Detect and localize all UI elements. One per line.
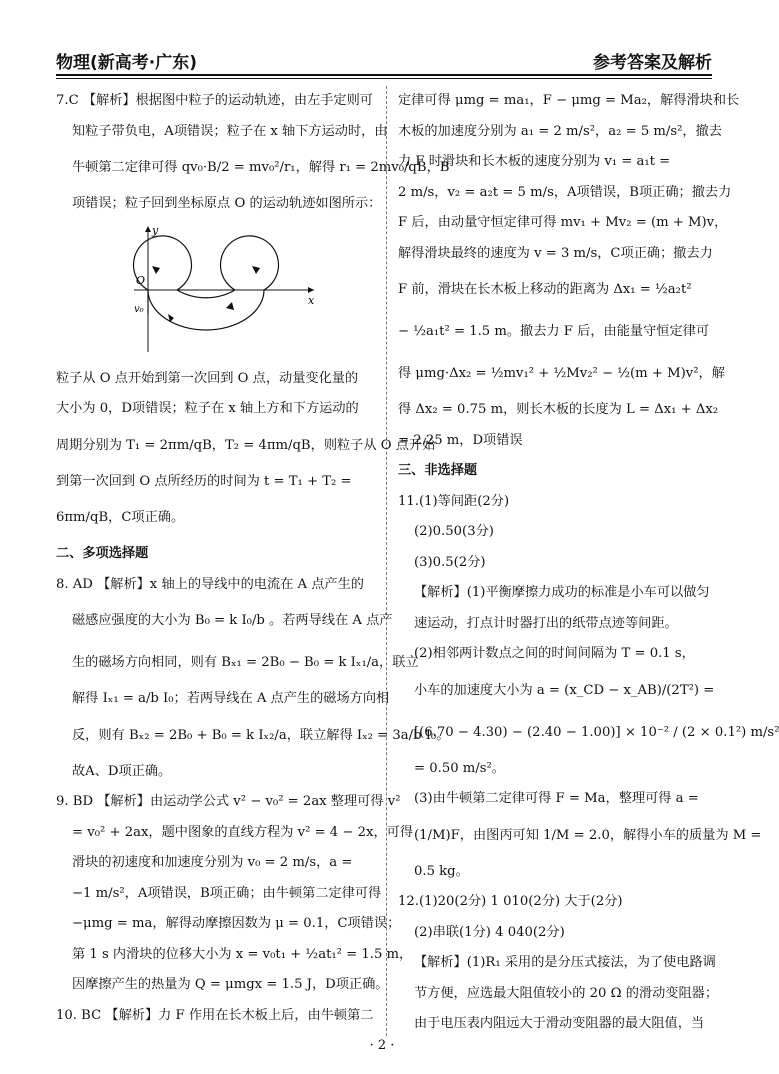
text-line: F 后，由动量守恒定律可得 mv₁ + Mv₂ = (m + M)v， [398,215,728,230]
direction-arrow [252,266,260,274]
text-line: 6πm/qB，C项正确。 [56,510,185,525]
text-line: 木板的加速度分别为 a₁ = 2 m/s²，a₂ = 5 m/s²，撤去 [398,123,722,139]
header-left-title: 物理(新高考·广东) [56,53,197,73]
text-line: 粒子从 O 点开始到第一次回到 O 点，动量变化量的 [56,370,359,386]
trajectory-figure [56,222,378,360]
section-heading: 三、非选择题 [398,463,478,478]
text-line: [(6.70 − 4.30) − (2.40 − 1.00)] × 10⁻² / (2 × 0.1²) m/s² [414,724,779,740]
text-line: 2 m/s，v₂ = a₂t = 5 m/s，A项错误，B项正确；撤去力 [398,184,732,200]
column-divider [386,86,387,1036]
text-line: 定律可得 μmg = ma₁，F − μmg = Ma₂，解得滑块和长 [398,93,740,108]
text-line: 因摩擦产生的热量为 Q = μmgx = 1.5 J，D项正确。 [72,977,389,992]
x-axis-arrow [308,287,314,293]
x-axis-label: x [308,293,315,307]
y-axis-label: y [152,223,159,237]
text-line: 到第一次回到 O 点所经历的时间为 t = T₁ + T₂ = [56,473,352,489]
text-line: −1 m/s²，A项错误，B项正确；由牛顿第二定律可得 [72,885,382,901]
text-line: 9. BD 【解析】由运动学公式 v² − v₀² = 2ax 整理可得 v² [56,794,401,809]
text-line: 大小为 0，D项错误；粒子在 x 轴上方和下方运动的 [56,401,359,416]
text-line: (1/M)F，由图丙可知 1/M = 2.0，解得小车的质量为 M = [414,827,762,843]
text-line: 8. AD 【解析】x 轴上的导线中的电流在 A 点产生的 [56,576,364,592]
text-line: − ½a₁t² = 1.5 m。撤去力 F 后，由能量守恒定律可 [398,324,710,339]
text-line: 第 1 s 内滑块的位移大小为 x = v₀t₁ + ½at₁² = 1.5 m， [72,946,413,962]
text-line: 11.(1)等间距(2分) [398,493,510,509]
header-rule-thin [56,78,712,79]
text-line: 【解析】(1)平衡摩擦力成功的标准是小车可以做匀 [414,585,710,600]
text-line: 得 μmg·Δx₂ = ½mv₁² + ½Mv₂² − ½(m + M)v²，解 [398,366,725,381]
header-right-title: 参考答案及解析 [593,53,712,73]
text-line: 磁感应强度的大小为 B₀ = k I₀/b 。若两导线在 A 点产 [72,613,393,628]
text-line: F 前，滑块在长木板上移动的距离为 Δx₁ = ½a₂t² [398,282,692,297]
text-line: 10. BC 【解析】力 F 作用在长木板上后，由牛顿第二 [56,1007,374,1023]
direction-arrow [152,266,160,274]
section-heading: 二、多项选择题 [56,546,149,561]
text-line: 速运动，打点计时器打出的纸带点迹等间距。 [414,615,678,631]
text-line: 解得 Iₓ₁ = a/b I₀；若两导线在 A 点产生的磁场方向相 [72,691,390,706]
text-line: 力 F 时滑块和长木板的速度分别为 v₁ = a₁t = [398,154,671,169]
text-line: 解得滑块最终的速度为 v = 3 m/s，C项正确；撤去力 [398,245,713,261]
text-line: (2)串联(1分) 4 040(2分) [414,924,565,940]
origin-label: O [136,273,146,287]
text-line: 小车的加速度大小为 a = (x_CD − x_AB)/(2T²) = [414,682,715,698]
text-line: 得 Δx₂ = 0.75 m，则长木板的长度为 L = Δx₁ + Δx₂ [398,402,719,417]
direction-arrow [226,302,234,310]
text-line: 周期分别为 T₁ = 2πm/qB，T₂ = 4πm/qB，则粒子从 O 点开始 [56,437,436,453]
text-line: 0.5 kg。 [414,863,469,879]
text-line: 生的磁场方向相同，则有 Bₓ₁ = 2B₀ − B₀ = k Iₓ₁/a，联立 [72,655,419,670]
upper-arc-right [221,235,279,289]
text-line: (2)0.50(3分) [414,524,494,539]
text-line: 滑块的初速度和加速度分别为 v₀ = 2 m/s，a = [72,855,353,870]
text-line: = 2.25 m，D项错误 [398,432,523,448]
text-line: 项错误；粒子回到坐标原点 O 的运动轨迹如图所示： [72,196,382,211]
text-line: (3)0.5(2分) [414,554,486,570]
text-line: 反，则有 Bₓ₂ = 2B₀ + B₀ = k Iₓ₂/a，联立解得 Iₓ₂ = 3a/b I₀。 [72,727,450,743]
text-line: 7.C 【解析】根据图中粒子的运动轨迹，由左手定则可 [56,93,373,108]
text-line: 【解析】(1)R₁ 采用的是分压式接法，为了使电路调 [414,955,716,970]
text-line: 牛顿第二定律可得 qv₀·B/2 = mv₀²/r₁，解得 r₁ = 2mv₀/qB，B [72,160,450,175]
text-line: 故A、D项正确。 [72,763,172,779]
page-header [56,44,712,74]
page-number: · 2 · [369,1038,395,1053]
lower-arc [177,290,235,298]
text-line: (2)相邻两计数点之间的时间间隔为 T = 0.1 s， [414,646,695,661]
text-line: (3)由牛顿第二定律可得 F = Ma，整理可得 a = [414,791,699,806]
text-line: = v₀² + 2ax，题中图象的直线方程为 v² = 4 − 2x，可得 [72,824,414,840]
right-column [398,86,779,1040]
trajectory-svg [56,222,378,360]
text-line: −μmg = ma，解得动摩擦因数为 μ = 0.1，C项错误； [72,916,401,931]
text-line: 12.(1)20(2分) 1 010(2分) 大于(2分) [398,894,623,909]
text-line: = 0.50 m/s²。 [414,760,505,776]
header-rule [56,74,712,76]
text-line: 节方便，应选最大阻值较小的 20 Ω 的滑动变阻器； [414,985,719,1001]
y-axis-arrow [145,226,151,232]
text-line: 由于电压表内阻远大于滑动变阻器的最大阻值，当 [414,1016,705,1031]
v0-label: v₀ [134,303,144,315]
text-line: 知粒子带负电，A项错误；粒子在 x 轴下方运动时，由 [72,123,388,139]
lower-large-arc [148,290,264,330]
